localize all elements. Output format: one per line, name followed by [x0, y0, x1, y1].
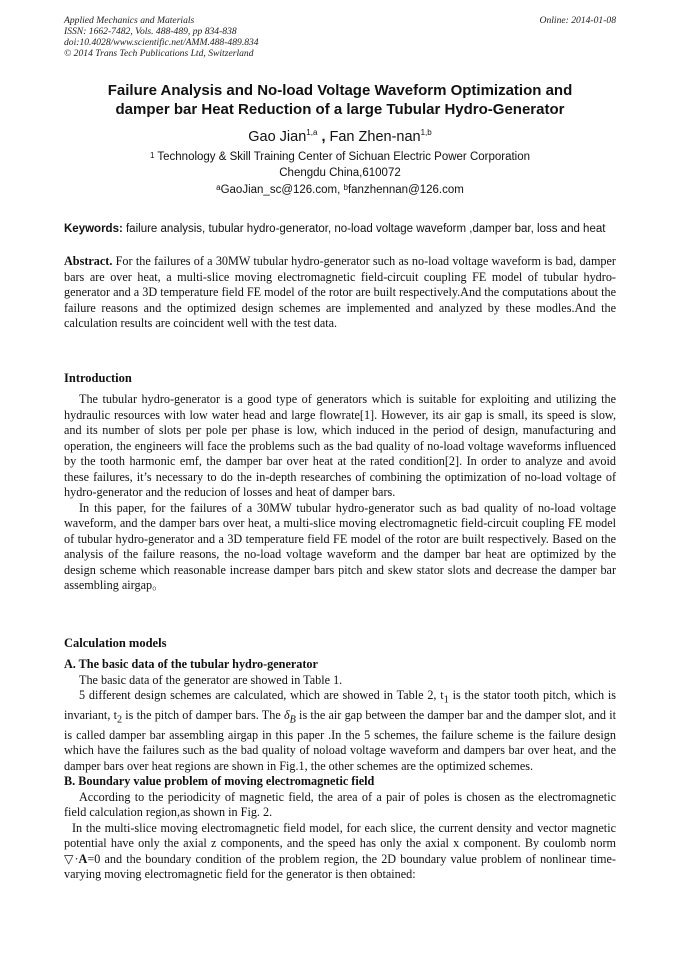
- title-line-1: Failure Analysis and No-load Voltage Waveform Optimization and: [107, 82, 573, 99]
- author-emails: [64, 184, 616, 196]
- delta-symbol: δ: [283, 707, 290, 722]
- email-a-marker: a: [216, 183, 221, 192]
- text-run: In the multi-slice moving electromagnetic field model, for each slice, the current density and vector magnetic potential have only the axial z components, and the speed has only the axial x component. By coulomb norm ▽·: [64, 820, 616, 866]
- text-run: 5 different design schemes are calculated, which are showed in Table 2, t: [79, 688, 444, 702]
- affiliation-number: 1: [149, 151, 155, 160]
- email-b: fanzhennan@126.com: [347, 184, 464, 196]
- calculation-models-body: [64, 657, 616, 883]
- subsection-b-paragraph-2: [64, 821, 616, 883]
- abstract: [64, 254, 616, 332]
- text-run: =0 and the boundary condition of the problem region, the 2D boundary value problem of nonlinear time-varying moving electromagnetic field for the generator is then obtained:: [64, 851, 616, 882]
- journal-header: [64, 15, 616, 59]
- introduction-heading: Introduction: [64, 371, 132, 385]
- paper-title: [64, 81, 616, 119]
- text-run: is the pitch of damper bars. The: [122, 707, 284, 722]
- subscript-2: 2: [116, 714, 123, 726]
- online-date: Online: 2014-01-08: [539, 15, 616, 26]
- text-run: is the stator tooth pitch, which is invariant, t: [64, 688, 616, 722]
- email-b-marker: b: [343, 183, 348, 192]
- keywords-label: Keywords:: [64, 223, 123, 235]
- copyright: © 2014 Trans Tech Publications Ltd, Switzerland: [64, 48, 254, 59]
- subsection-a-heading: A. The basic data of the tubular hydro-generator: [64, 657, 318, 671]
- affiliation-line-1: Technology & Skill Training Center of Sichuan Electric Power Corporation: [154, 151, 531, 163]
- delta-subscript: B: [289, 714, 296, 726]
- vector-a: A: [78, 851, 88, 866]
- introduction-body: [64, 392, 616, 594]
- keywords: [64, 222, 616, 236]
- author-1: Gao Jian: [248, 129, 307, 145]
- abstract-text: For the failures of a 30MW tubular hydro-generator such as no-load voltage waveform is bad, damper bars are over heat, a multi-slice moving electromagnetic field-circuit coupling FE model of tubular hydro-generator and a 3D temperature field FE model of the rotor are built respectively.And the computations about the failure reasons and the optimized design schemes are implemented and analyzed by these modles.And the calculation results are coincident well with the test data.: [64, 254, 616, 330]
- abstract-label: Abstract.: [64, 254, 113, 268]
- intro-paragraph-2: In this paper, for the failures of a 30MW tubular hydro-generator such as bad quality of no-load voltage waveform, and the damper bars over heat, a multi-slice moving electromagnetic field-circuit coupling FE model of tubular hydro-generator and a 3D temperature field FE model of the rotor are built respectively. Based on the analysis of the failure reasons, the no-load voltage waveform and the damper bar heat are optimized by the design scheme which reasonable increase damper bars pitch and skew stator slots and decrease the damper bar assembling airgap。: [64, 500, 616, 592]
- affiliation: [64, 149, 616, 181]
- subsection-a-paragraph-2: [64, 688, 616, 774]
- intro-paragraph-1: The tubular hydro-generator is a good type of generators which is suitable for exploiting and utilizing the hydraulic resources with low water head and large flowrate[1]. However, its air gap is small, its speed is slow, and its number of slots per pole per phase is low, which induced in the period of design, manufacturing and operation, the engineers will face the problems such as the bad quality of no-load voltage waveforms influenced by the tooth harmonic emf, the damper bar over heat at the rated condition[2]. In order to analyze and avoid these failures, it’s necessary to do the in-depth researches of combining the optimization of no-load voltage of hydro-generator and the reducion of losses and heat of damper bars.: [64, 392, 616, 499]
- issn: ISSN: 1662-7482, Vols. 488-489, pp 834-838: [64, 26, 237, 37]
- subsection-b-paragraph-1: According to the periodicity of magnetic field, the area of a pair of poles is chosen as the electromagnetic field calculation region,as shown in Fig. 2.: [64, 789, 616, 820]
- author-1-affil: 1,a: [306, 128, 318, 137]
- text-run: is the air gap between the damper bar and the damper slot, and it is called damper bar assembling airgap in this paper .In the 5 schemes, the failure scheme is the failure design which have the failures such as the bad quality of noload voltage waveform and dampers bar over heat, and the damper bars over heat regions are shown in Fig.1, the other schemes are the optimized schemes.: [64, 707, 617, 773]
- email-a: GaoJian_sc@126.com,: [220, 184, 344, 196]
- calculation-models-heading: Calculation models: [64, 636, 167, 650]
- doi: doi:10.4028/www.scientific.net/AMM.488-489.834: [64, 37, 259, 48]
- affiliation-line-2: Chengdu China,610072: [279, 167, 401, 179]
- title-line-2: damper bar Heat Reduction of a large Tubular Hydro-Generator: [115, 101, 565, 118]
- author-separator: ,: [317, 129, 330, 145]
- journal-name: Applied Mechanics and Materials: [64, 15, 195, 26]
- keywords-text: failure analysis, tubular hydro-generator, no-load voltage waveform ,damper bar, loss and heat: [122, 223, 606, 235]
- subsection-b-heading: B. Boundary value problem of moving electromagnetic field: [64, 774, 375, 789]
- author-2-affil: 1,b: [420, 128, 432, 137]
- subscript-1: 1: [443, 694, 449, 706]
- author-2: Fan Zhen-nan: [329, 129, 421, 145]
- subsection-a-paragraph-1: The basic data of the generator are showed in Table 1.: [79, 672, 343, 687]
- author-list: [64, 129, 616, 145]
